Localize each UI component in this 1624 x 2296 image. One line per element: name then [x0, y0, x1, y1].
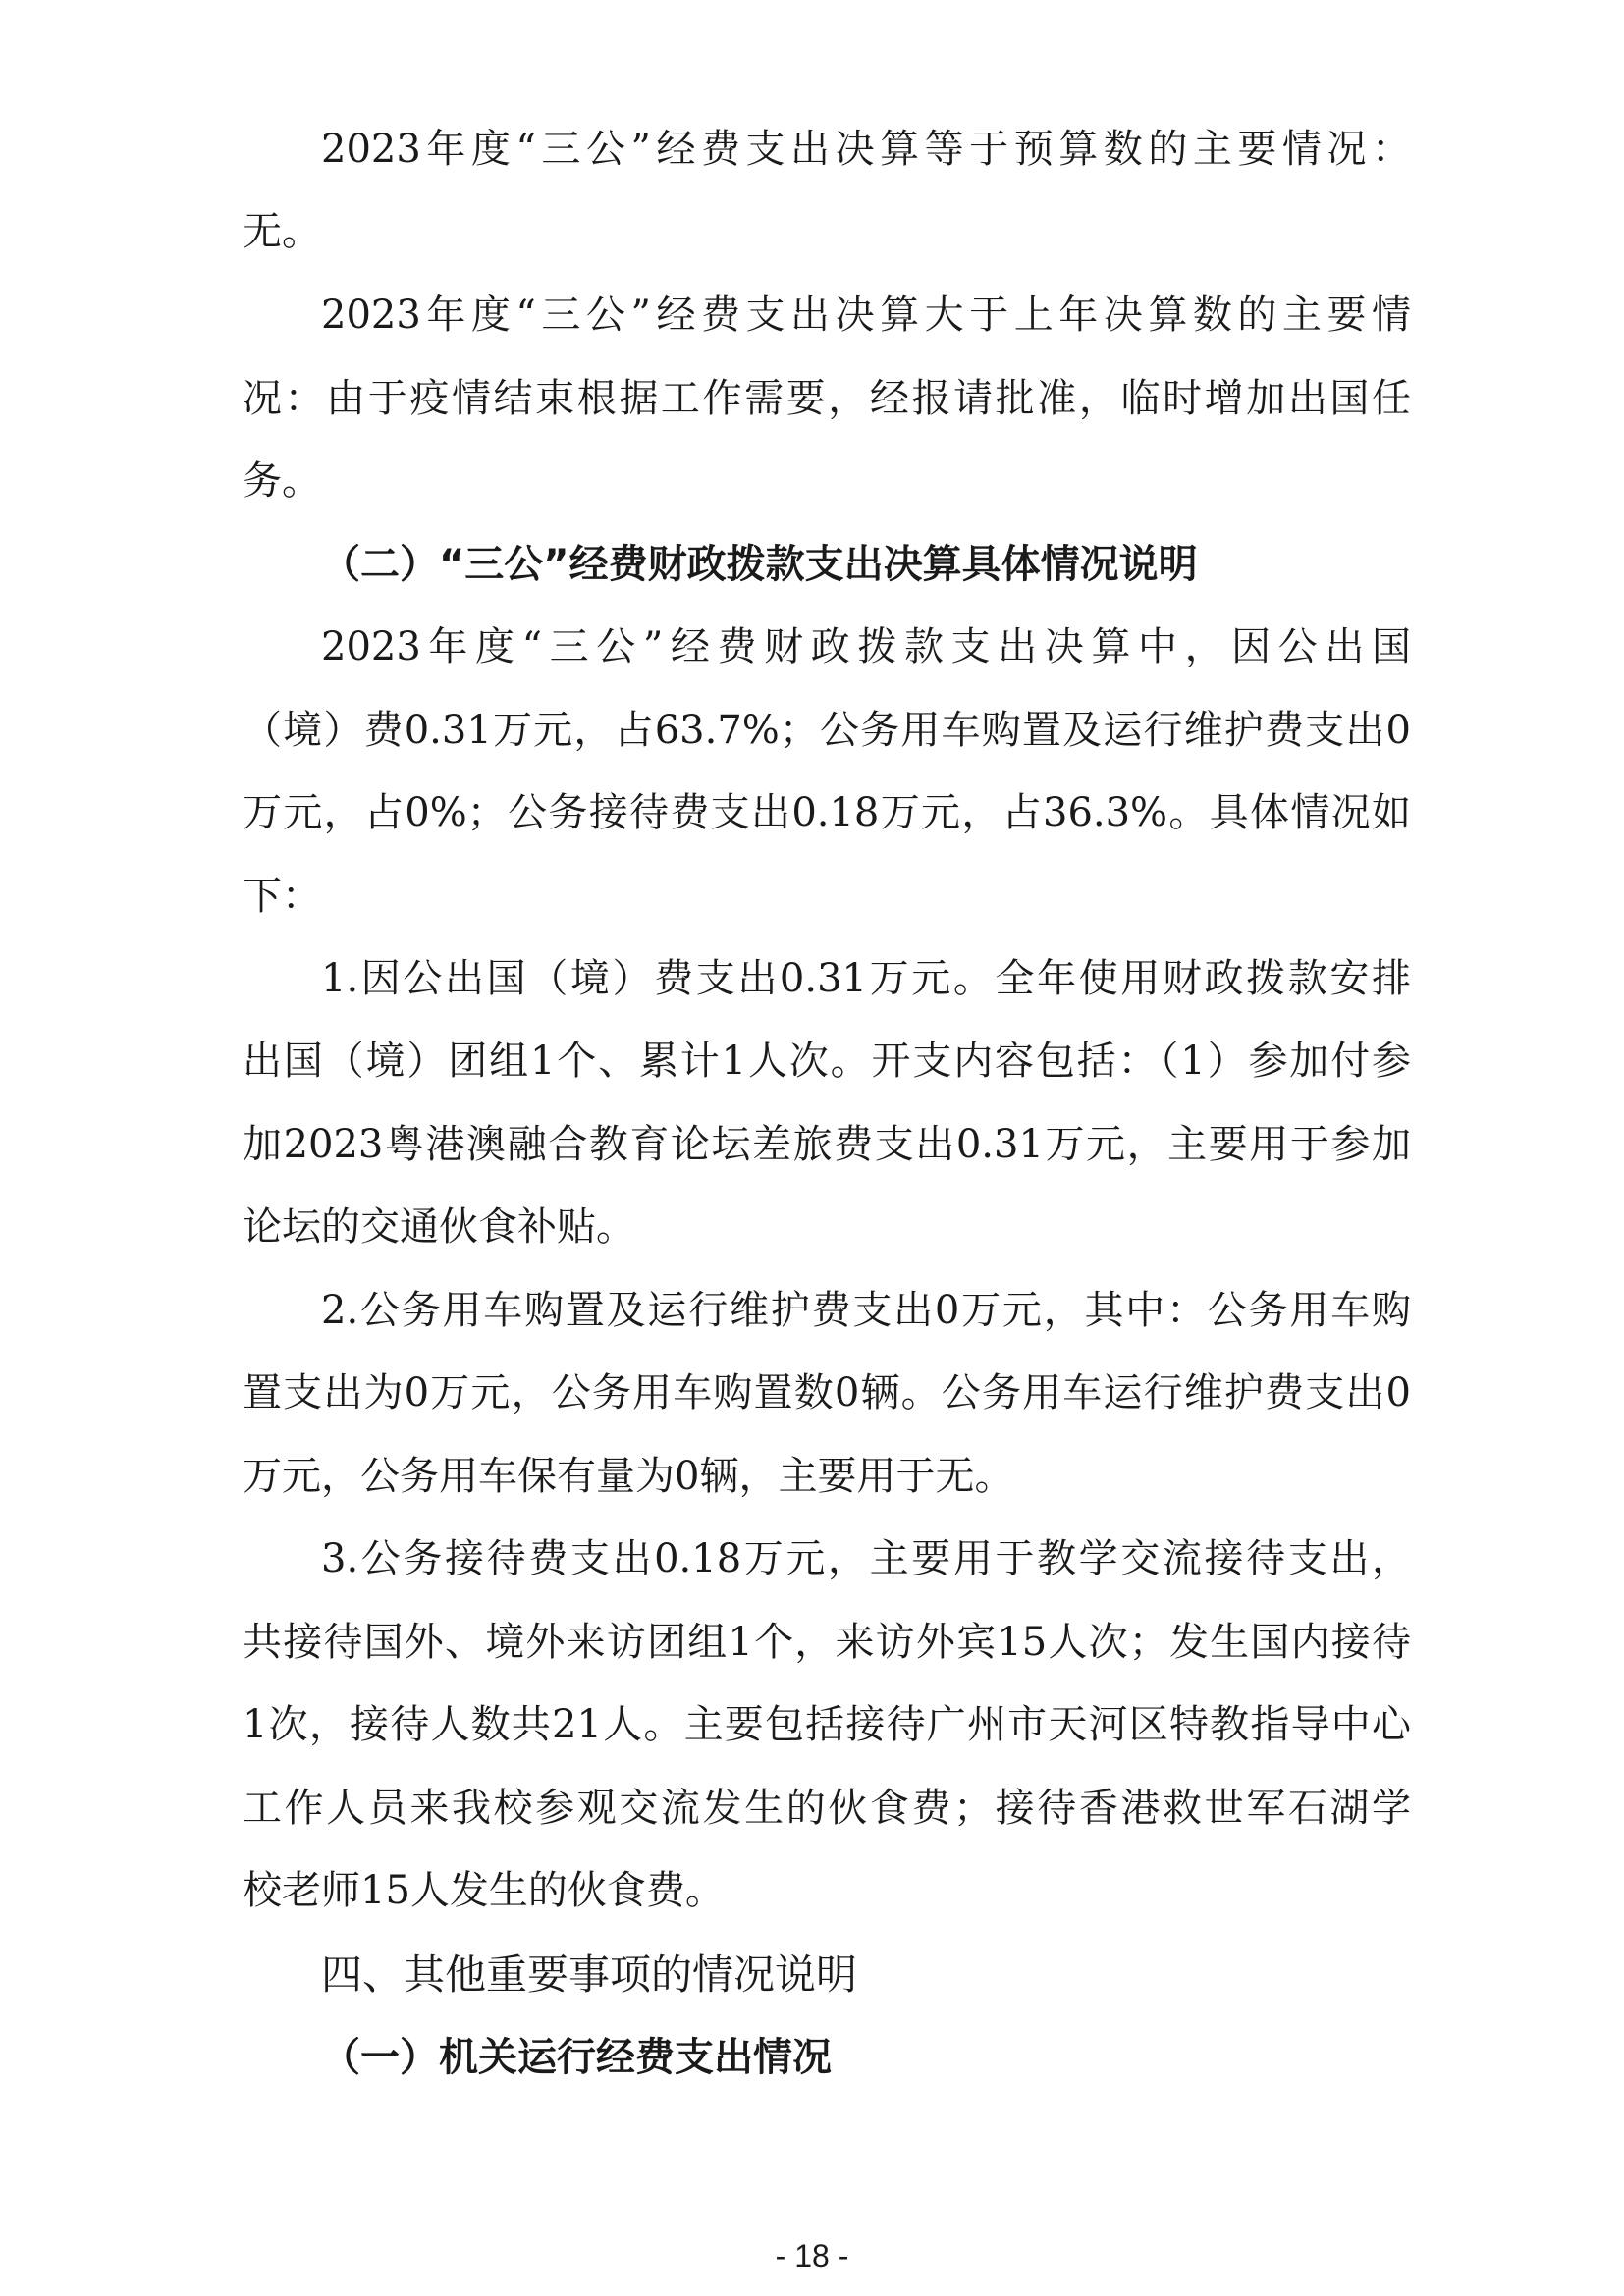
paragraph-line: 共接待国外、境外来访团组1个，来访外宾15人次；发生国内接待: [243, 1620, 1411, 1665]
paragraph-line: 论坛的交通伙食补贴。: [243, 1204, 635, 1250]
paragraph-line: 出国（境）团组1个、累计1人次。开支内容包括：（1）参加付参: [243, 1039, 1411, 1084]
paragraph-line: 置支出为0万元，公务用车购置数0辆。公务用车运行维护费支出0: [243, 1370, 1411, 1415]
paragraph-line: 务。: [243, 458, 321, 504]
paragraph-line: 1.因公出国（境）费支出0.31万元。全年使用财政拨款安排: [321, 956, 1411, 1001]
paragraph-line: 2023年度“三公”经费财政拨款支出决算中，因公出国: [321, 624, 1411, 669]
paragraph-line: 无。: [243, 209, 321, 254]
paragraph-line: 2.公务用车购置及运行维护费支出0万元，其中：公务用车购: [321, 1288, 1411, 1333]
paragraph-line: （境）费0.31万元，占63.7%；公务用车购置及运行维护费支出0: [243, 708, 1411, 753]
paragraph-line: 工作人员来我校参观交流发生的伙食费；接待香港救世军石湖学: [243, 1786, 1411, 1831]
page-number: - 18 -: [775, 2238, 849, 2273]
subsection-heading: （一）机关运行经费支出情况: [321, 2035, 832, 2080]
paragraph-line: 3.公务接待费支出0.18万元，主要用于教学交流接待支出，: [321, 1536, 1411, 1581]
paragraph-line: 2023年度“三公”经费支出决算等于预算数的主要情况：: [321, 127, 1411, 172]
section-heading: 四、其他重要事项的情况说明: [321, 1950, 858, 1999]
paragraph-line: 1次，接待人数共21人。主要包括接待广州市天河区特教指导中心: [243, 1702, 1411, 1747]
paragraph-line: 万元，占0%；公务接待费支出0.18万元，占36.3%。具体情况如: [243, 790, 1411, 835]
paragraph-line: 况：由于疫情结束根据工作需要，经报请批准，临时增加出国任: [243, 376, 1411, 421]
paragraph-line: 2023年度“三公”经费支出决算大于上年决算数的主要情: [321, 293, 1411, 338]
section-heading: （二）“三公”经费财政拨款支出决算具体情况说明: [321, 542, 1198, 587]
paragraph-line: 加2023粤港澳融合教育论坛差旅费支出0.31万元，主要用于参加: [243, 1122, 1411, 1167]
paragraph-line: 校老师15人发生的伙食费。: [243, 1868, 725, 1913]
paragraph-line: 万元，公务用车保有量为0辆，主要用于无。: [243, 1454, 1014, 1499]
paragraph-line: 下：: [243, 874, 321, 919]
